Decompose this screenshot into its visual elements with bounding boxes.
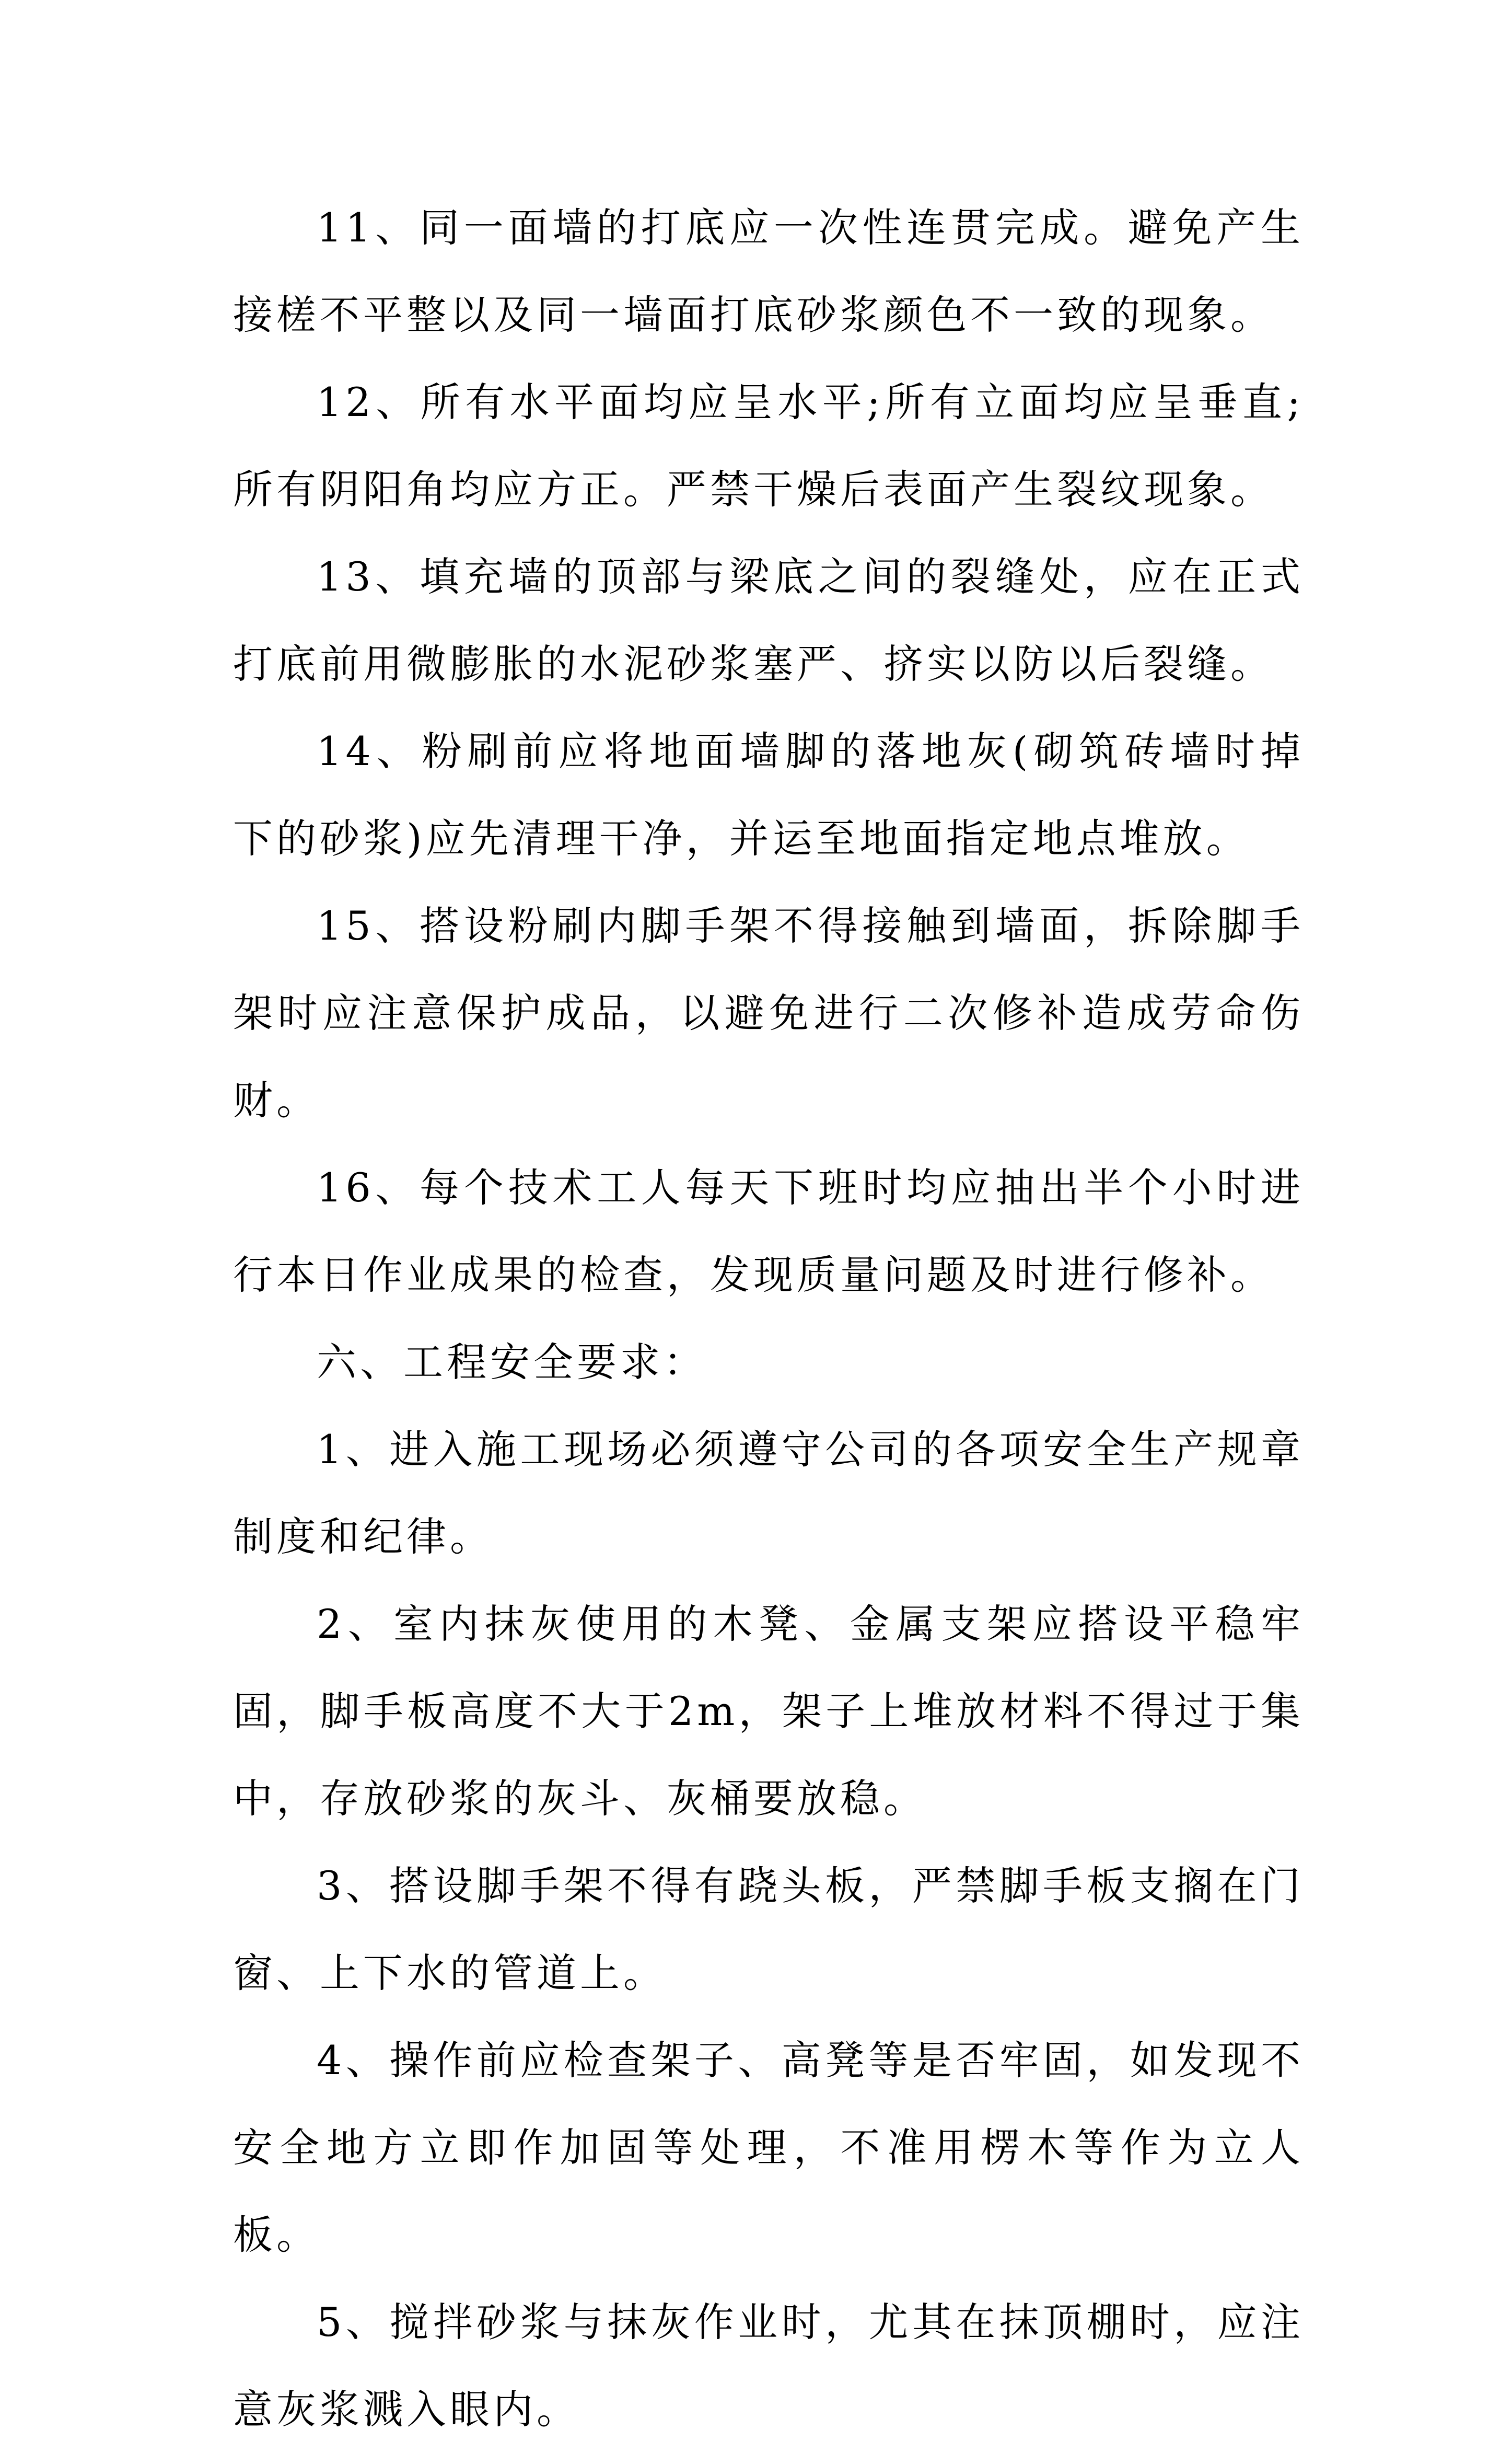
document-body [233,184,1304,2453]
paragraph-16-daily-inspection: 16、每个技术工人每天下班时均应抽出半个小时进行本日作业成果的检查，发现质量问题及时进行修补。 [233,1164,1304,1298]
safety-item-4: 4、操作前应检查架子、高凳等是否牢固，如发现不安全地方立即作加固等处理，不准用楞木等作为立人板。 [233,2037,1304,2258]
safety-item-3: 3、搭设脚手架不得有跷头板，严禁脚手板支搁在门窗、上下水的管道上。 [233,1862,1304,1996]
safety-item-5: 5、搅拌砂浆与抹灰作业时，尤其在抹顶棚时，应注意灰浆溅入眼内。 [233,2299,1304,2433]
paragraph-13-infill-wall-crack: 13、填充墙的顶部与梁底之间的裂缝处，应在正式打底前用微膨胀的水泥砂浆塞严、挤实以防以后裂缝。 [233,553,1304,687]
safety-item-1: 1、进入施工现场必须遵守公司的各项安全生产规章制度和纪律。 [233,1426,1304,1560]
paragraph-12-level-plumb: 12、所有水平面均应呈水平;所有立面均应呈垂直;所有阴阳角均应方正。严禁干燥后表面产生裂纹现象。 [233,379,1304,513]
paragraph-15-scaffold: 15、搭设粉刷内脚手架不得接触到墙面，拆除脚手架时应注意保护成品，以避免进行二次修补造成劳命伤财。 [233,902,1304,1124]
paragraph-14-floor-cleanup: 14、粉刷前应将地面墙脚的落地灰(砌筑砖墙时掉下的砂浆)应先清理干净，并运至地面指定地点堆放。 [233,728,1304,862]
paragraph-11-wall-base-coat: 11、同一面墙的打底应一次性连贯完成。避免产生接槎不平整以及同一墙面打底砂浆颜色不一致的现象。 [233,204,1304,338]
safety-item-2: 2、室内抹灰使用的木凳、金属支架应搭设平稳牢固，脚手板高度不大于2m，架子上堆放材料不得过于集中，存放砂浆的灰斗、灰桶要放稳。 [233,1601,1304,1822]
section-heading-safety: 六、工程安全要求： [317,1339,707,1385]
